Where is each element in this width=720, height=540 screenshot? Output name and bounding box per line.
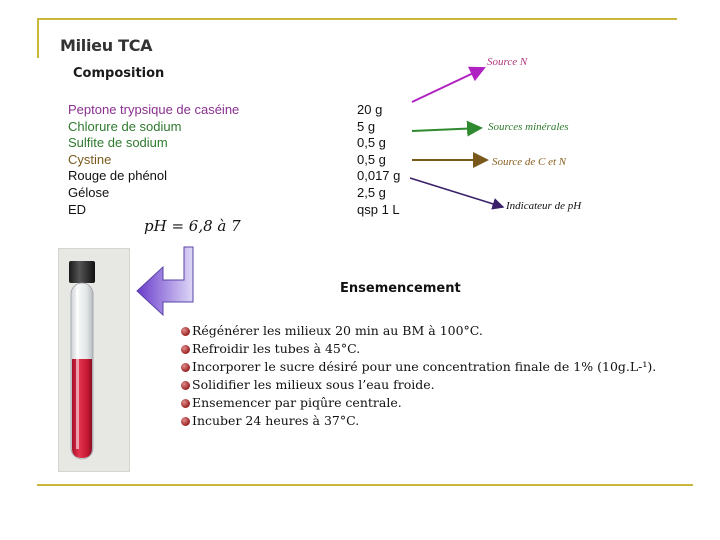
amount-item: 2,5 g: [357, 184, 386, 200]
seeding-heading: Ensemencement: [340, 281, 461, 296]
amount-item: 0,017 g: [357, 168, 401, 184]
amount-item: 5 g: [357, 118, 376, 134]
list-item: [183, 322, 656, 340]
step-text: Solidifier les milieux sous l’eau froide.: [192, 377, 435, 392]
bullet-icon: [181, 417, 190, 426]
composition-heading: Composition: [73, 66, 165, 81]
ingredient-item: Cystine: [68, 151, 112, 167]
list-item: [183, 412, 656, 430]
list-item: [183, 376, 656, 394]
annotation-source-c-n: Source de C et N: [492, 156, 567, 168]
test-tube-red-medium-icon: [59, 249, 129, 471]
step-text: Ensemencer par piqûre centrale.: [192, 395, 402, 410]
page-title: Milieu TCA: [60, 36, 153, 55]
list-item: [183, 340, 656, 358]
big-elbow-arrow: [137, 247, 193, 315]
amount-item: qsp 1 L: [357, 201, 400, 217]
arrow-ph-indicator: [410, 178, 503, 207]
seeding-steps-list: [183, 322, 656, 430]
step-text: Régénérer les milieux 20 min au BM à 100°C.: [192, 323, 483, 338]
step-text: Refroidir les tubes à 45°C.: [192, 341, 361, 356]
ingredient-item: Chlorure de sodium: [68, 118, 182, 134]
annotation-ph-indicator: Indicateur de pH: [506, 200, 582, 212]
bullet-icon: [181, 345, 190, 354]
bullet-icon: [181, 399, 190, 408]
list-item: [183, 394, 656, 412]
step-text: Incuber 24 heures à 37°C.: [192, 413, 360, 428]
arrow-mineral-sources: [412, 128, 481, 131]
step-text: Incorporer le sucre désiré pour une concentration finale de 1% (10g.L-¹).: [192, 359, 657, 374]
amount-item: 20 g: [357, 102, 383, 117]
list-item: [183, 358, 656, 376]
arrow-source-n: [412, 68, 484, 102]
ingredient-item: Rouge de phénol: [68, 168, 168, 184]
ingredient-item: Gélose: [68, 184, 110, 200]
amount-item: 0,5 g: [357, 135, 386, 151]
amount-item: 0,5 g: [357, 151, 386, 167]
ph-value: pH = 6,8 à 7: [144, 217, 241, 235]
ingredient-item: ED: [68, 201, 87, 217]
annotation-source-n: Source N: [487, 56, 528, 68]
ingredient-item: Peptone trypsique de caséine: [68, 102, 240, 117]
test-tube-photo: [58, 248, 130, 472]
annotation-mineral-sources: Sources minérales: [488, 121, 569, 133]
bottom-border-line: [37, 484, 693, 486]
bullet-icon: [181, 363, 190, 372]
ingredient-item: Sulfite de sodium: [68, 135, 168, 151]
bullet-icon: [181, 381, 190, 390]
bullet-icon: [181, 327, 190, 336]
